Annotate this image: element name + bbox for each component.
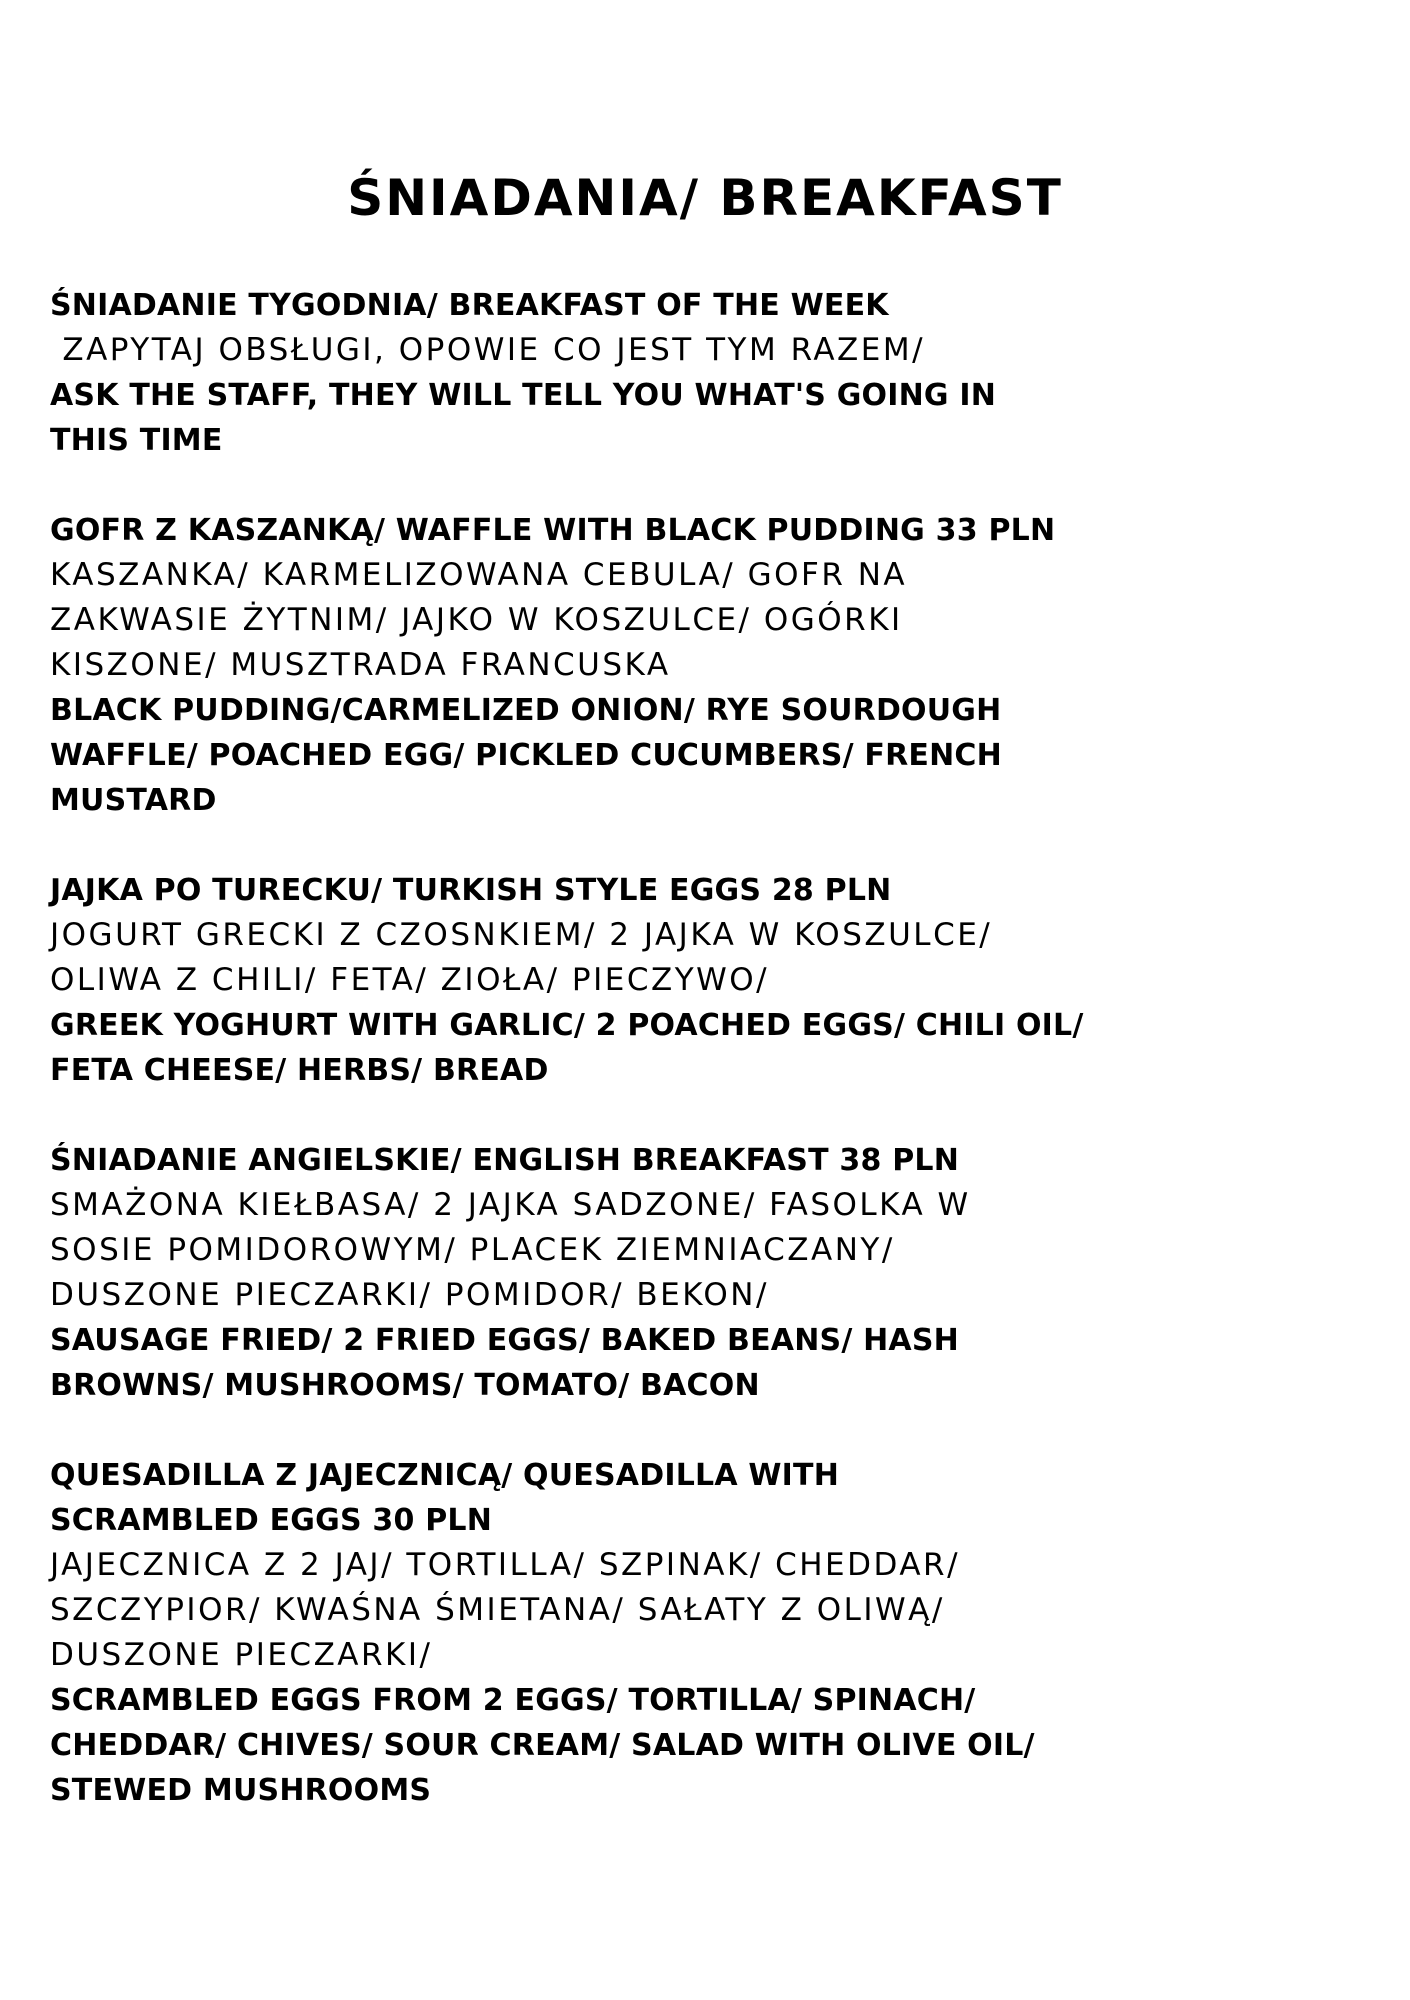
item-description-en: GREEK YOGHURT WITH GARLIC/ 2 POACHED EGGS/ CHILI OIL/	[50, 1008, 1084, 1043]
menu-item-breakfast-of-the-week	[50, 283, 1370, 463]
item-description-en: SCRAMBLED EGGS FROM 2 EGGS/ TORTILLA/ SPINACH/	[50, 1683, 976, 1718]
item-description-en: SAUSAGE FRIED/ 2 FRIED EGGS/ BAKED BEANS/ HASH	[50, 1323, 959, 1358]
menu-item-turkish-eggs	[50, 868, 1370, 1093]
item-description-pl: OLIWA Z CHILI/ FETA/ ZIOŁA/ PIECZYWO/	[50, 962, 770, 998]
item-description-en: ASK THE STAFF, THEY WILL TELL YOU WHAT'S GOING IN	[50, 378, 997, 413]
item-description-en: CHEDDAR/ CHIVES/ SOUR CREAM/ SALAD WITH OLIVE OIL/	[50, 1728, 1035, 1763]
item-description-en: FETA CHEESE/ HERBS/ BREAD	[50, 1053, 549, 1088]
item-description-pl: SZCZYPIOR/ KWAŚNA ŚMIETANA/ SAŁATY Z OLIWĄ/	[50, 1592, 945, 1628]
item-description-en: BROWNS/ MUSHROOMS/ TOMATO/ BACON	[50, 1368, 760, 1403]
item-description-en: THIS TIME	[50, 423, 223, 458]
item-description-pl: ZAPYTAJ OBSŁUGI, OPOWIE CO JEST TYM RAZEM/	[50, 332, 926, 368]
item-description-pl: DUSZONE PIECZARKI/	[50, 1637, 433, 1673]
menu-item-english-breakfast	[50, 1138, 1370, 1408]
item-description-pl: SOSIE POMIDOROWYM/ PLACEK ZIEMNIACZANY/	[50, 1232, 895, 1268]
item-description-en: STEWED MUSHROOMS	[50, 1773, 432, 1808]
item-description-en: BLACK PUDDING/CARMELIZED ONION/ RYE SOURDOUGH	[50, 693, 1002, 728]
item-description-en: WAFFLE/ POACHED EGG/ PICKLED CUCUMBERS/ FRENCH	[50, 738, 1002, 773]
item-description-en: MUSTARD	[50, 783, 217, 818]
item-heading: JAJKA PO TURECKU/ TURKISH STYLE EGGS 28 PLN	[50, 873, 892, 908]
menu-item-waffle-black-pudding	[50, 508, 1370, 823]
item-heading: ŚNIADANIE TYGODNIA/ BREAKFAST OF THE WEEK	[50, 288, 889, 323]
item-description-pl: SMAŻONA KIEŁBASA/ 2 JAJKA SADZONE/ FASOLKA W	[50, 1187, 971, 1223]
item-heading: ŚNIADANIE ANGIELSKIE/ ENGLISH BREAKFAST 38 PLN	[50, 1143, 960, 1178]
item-description-pl: KASZANKA/ KARMELIZOWANA CEBULA/ GOFR NA	[50, 557, 908, 593]
item-description-pl: KISZONE/ MUSZTRADA FRANCUSKA	[50, 647, 671, 683]
menu-content	[50, 283, 1370, 1858]
item-heading: GOFR Z KASZANKĄ/ WAFFLE WITH BLACK PUDDING 33 PLN	[50, 513, 1056, 548]
item-description-pl: ZAKWASIE ŻYTNIM/ JAJKO W KOSZULCE/ OGÓRKI	[50, 602, 903, 638]
item-description-pl: JAJECZNICA Z 2 JAJ/ TORTILLA/ SZPINAK/ CHEDDAR/	[50, 1547, 961, 1583]
item-description-pl: JOGURT GRECKI Z CZOSNKIEM/ 2 JAJKA W KOSZULCE/	[50, 917, 993, 953]
item-heading: SCRAMBLED EGGS 30 PLN	[50, 1503, 493, 1538]
page-title: ŚNIADANIA/ BREAKFAST	[347, 169, 1063, 227]
menu-item-quesadilla	[50, 1453, 1370, 1813]
item-heading: QUESADILLA Z JAJECZNICĄ/ QUESADILLA WITH	[50, 1458, 840, 1493]
item-description-pl: DUSZONE PIECZARKI/ POMIDOR/ BEKON/	[50, 1277, 769, 1313]
